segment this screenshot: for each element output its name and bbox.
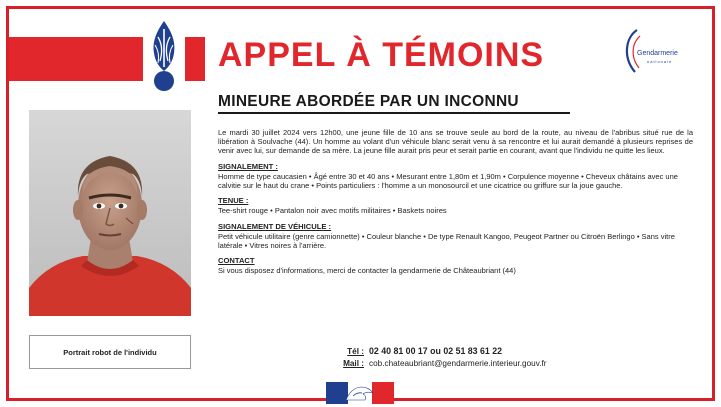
republique-francaise-logo [326, 382, 394, 404]
intro-paragraph: Le mardi 30 juillet 2024 vers 12h00, une jeune fille de 10 ans se trouve seule au bord de la route, au niveau de l'abribus situé rue de la libération à Soulvache (44). Un homme au volant d'un véhicule blanc serait venu à sa rencontre et lui aurait demandé à plusieurs reprises de venir avec lui, sur demande de sa mère. La jeune fille aurait pris peur et serait partie en courant, avant que l'individu ne quitte les lieux. [218, 128, 693, 156]
case-subtitle: MINEURE ABORDÉE PAR UN INCONNU [218, 93, 519, 110]
phone-numbers[interactable]: 02 40 81 00 17 ou 02 51 83 61 22 [369, 346, 503, 356]
contact-details [322, 345, 546, 370]
case-content [218, 128, 693, 276]
subtitle-underline [218, 112, 570, 114]
tenue-text: Tee-shirt rouge • Pantalon noir avec motifs militaires • Baskets noires [218, 206, 447, 216]
marianne-icon [343, 384, 377, 402]
page-title: APPEL À TÉMOINS [218, 36, 545, 74]
contact-heading: CONTACT [218, 256, 255, 266]
portrait-caption: Portrait robot de l'individu [29, 335, 191, 369]
logo-tagline-text: nationale [647, 59, 673, 64]
mail-address[interactable]: cob.chateaubriant@gendarmerie.interieur.gouv.fr [369, 359, 547, 368]
phone-label: Tél : [347, 347, 364, 356]
gendarmerie-flame-icon [143, 17, 185, 97]
vehicule-heading: SIGNALEMENT DE VÉHICULE : [218, 221, 332, 231]
signalement-heading: SIGNALEMENT : [218, 161, 278, 171]
tenue-heading: TENUE : [218, 196, 249, 206]
mail-label: Mail : [343, 359, 364, 368]
mail-line [322, 358, 546, 370]
signalement-text: Homme de type caucasien • Âgé entre 30 et 40 ans • Mesurant entre 1,80m et 1,90m • Corpulence moyenne • Cheveux châtains avec une calvitie sur le haut du crane • Points particuliers : l'homme a un monosourcil et une cicatrice ou griffure sur la joue gauche. [218, 171, 678, 191]
vehicule-text: Petit véhicule utilitaire (genre camionnette) • Couleur blanche • De type Renault Kangoo, Peugeot Partner ou Citroën Berlingo • Sans vitre latérale • Vitres noires à l'arrière. [218, 231, 675, 251]
gendarmerie-logo [619, 28, 687, 76]
contact-text: Si vous disposez d'informations, merci de contacter la gendarmerie de Châteaubriant (44) [218, 266, 516, 276]
suspect-portrait-image [29, 110, 191, 316]
logo-brand-text: Gendarmerie [637, 50, 678, 57]
phone-line [322, 345, 546, 358]
